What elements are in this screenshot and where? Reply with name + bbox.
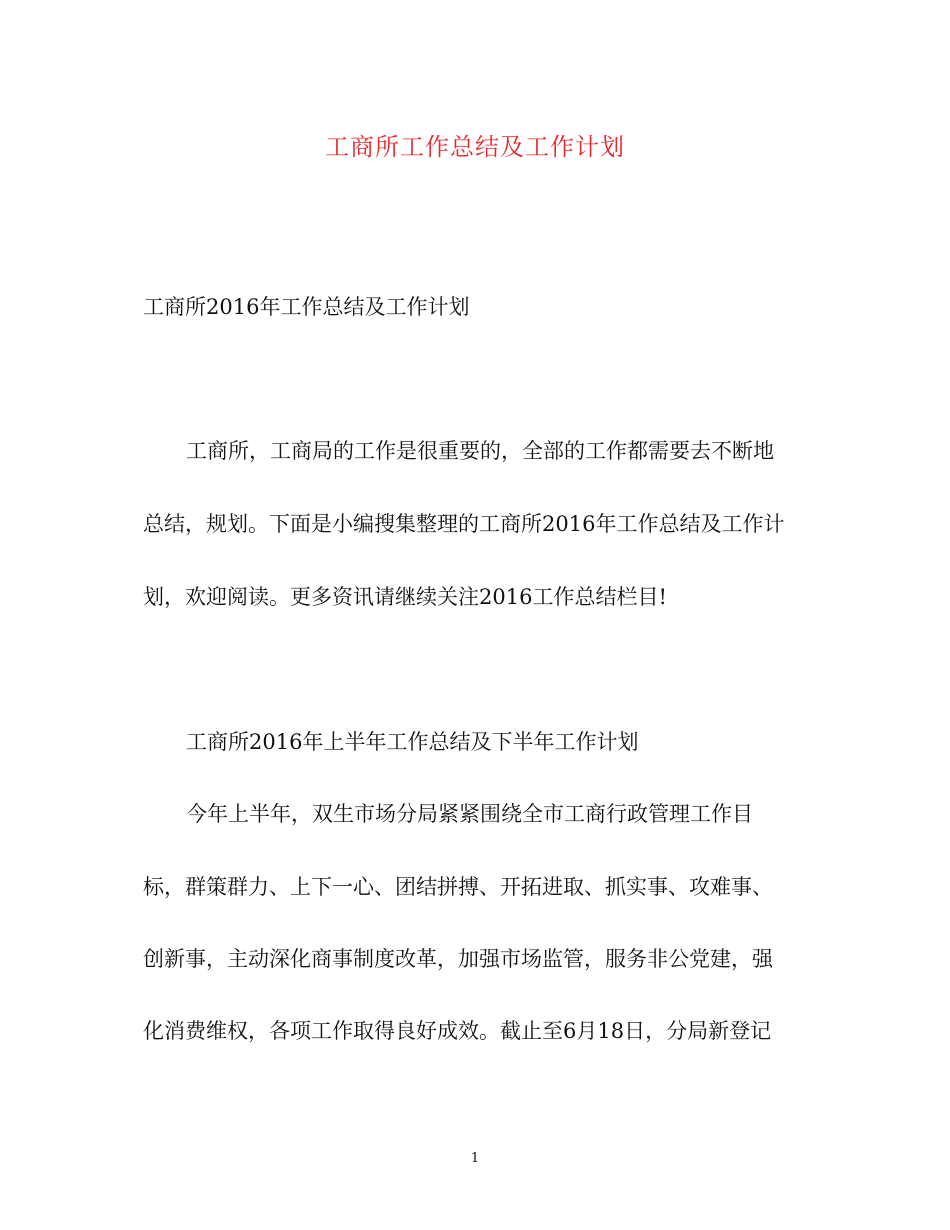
body-line-2: 标，群策群力、上下一心、团结拼搏、开拓进取、抓实事、攻难事、 [143,875,773,899]
body-line-4: 化消费维权，各项工作取得良好成效。截止至6月18日，分局新登记 [143,1019,772,1043]
intro-line-1: 工商所，工商局的工作是很重要的，全部的工作都需要去不断地 [186,439,774,463]
intro-line-3: 划，欢迎阅读。更多资讯请继续关注2016工作总结栏目! [143,585,667,609]
intro-line-2: 总结，规划。下面是小编搜集整理的工商所2016年工作总结及工作计 [143,512,785,536]
body-line-1: 今年上半年，双生市场分局紧紧围绕全市工商行政管理工作目 [186,802,753,826]
document-title: 工商所工作总结及工作计划 [325,133,625,161]
body-line-3: 创新事，主动深化商事制度改革，加强市场监管，服务非公党建，强 [143,947,773,971]
page-number: 1 [470,1151,480,1166]
document-subtitle: 工商所2016年工作总结及工作计划 [143,295,470,319]
section-heading: 工商所2016年上半年工作总结及下半年工作计划 [186,730,639,754]
